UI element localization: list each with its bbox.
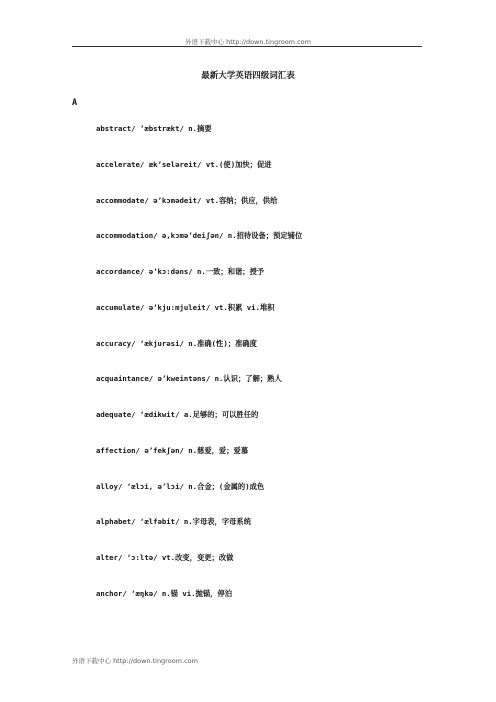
page-header-text: 外语下载中心 http://down.tingroom.com <box>185 38 311 46</box>
vocabulary-entry: alloy/ ‘ælɔi, ə’lɔi/ n.合金；(金属的)成色 <box>96 482 265 491</box>
vocabulary-entry: anchor/ ‘æŋkə/ n.锚 vi.抛锚，停泊 <box>96 589 233 598</box>
vocabulary-entry: accuracy/ ‘ækjurəsi/ n.准确(性)；准确度 <box>96 339 257 348</box>
page-footer-text: 外语下载中心 http://down.tingroom.com <box>72 657 198 665</box>
vocabulary-entry: accordance/ ə’kɔ:dəns/ n.一致；和谐；授予 <box>96 267 265 276</box>
vocabulary-entry: acquaintance/ ə’kweintəns/ n.认识；了解；熟人 <box>96 374 282 383</box>
vocabulary-entry: accommodate/ ə’kɔmədeit/ vt.容纳；供应，供给 <box>96 196 278 205</box>
section-letter: A <box>72 98 78 108</box>
document-title: 最新大学英语四级词汇表 <box>201 71 295 81</box>
vocabulary-entry: alphabet/ ‘ælfəbit/ n.字母表，字母系统 <box>96 517 252 526</box>
vocabulary-entry: affection/ ə’fekʃən/ n.慈爱，爱；爱慕 <box>96 446 249 455</box>
vocabulary-entry: accommodation/ ə,kɔmə’deiʃən/ n.招待设备；预定铺位 <box>96 231 303 240</box>
header-divider <box>72 46 422 47</box>
vocabulary-entry: accumulate/ ə’kju:mjuleit/ vt.积累 vi.堆积 <box>96 303 275 312</box>
vocabulary-entry: abstract/ ’æbstrækt/ n.摘要 <box>96 124 212 133</box>
vocabulary-entry: accelerate/ æk’seləreit/ vt.(使)加快；促进 <box>96 160 272 169</box>
vocabulary-entry: alter/ ‘ɔ:ltə/ vt.改变，变更；改做 <box>96 553 234 562</box>
vocabulary-entry: adequate/ ‘ædikwit/ a.足够的；可以胜任的 <box>96 410 259 419</box>
